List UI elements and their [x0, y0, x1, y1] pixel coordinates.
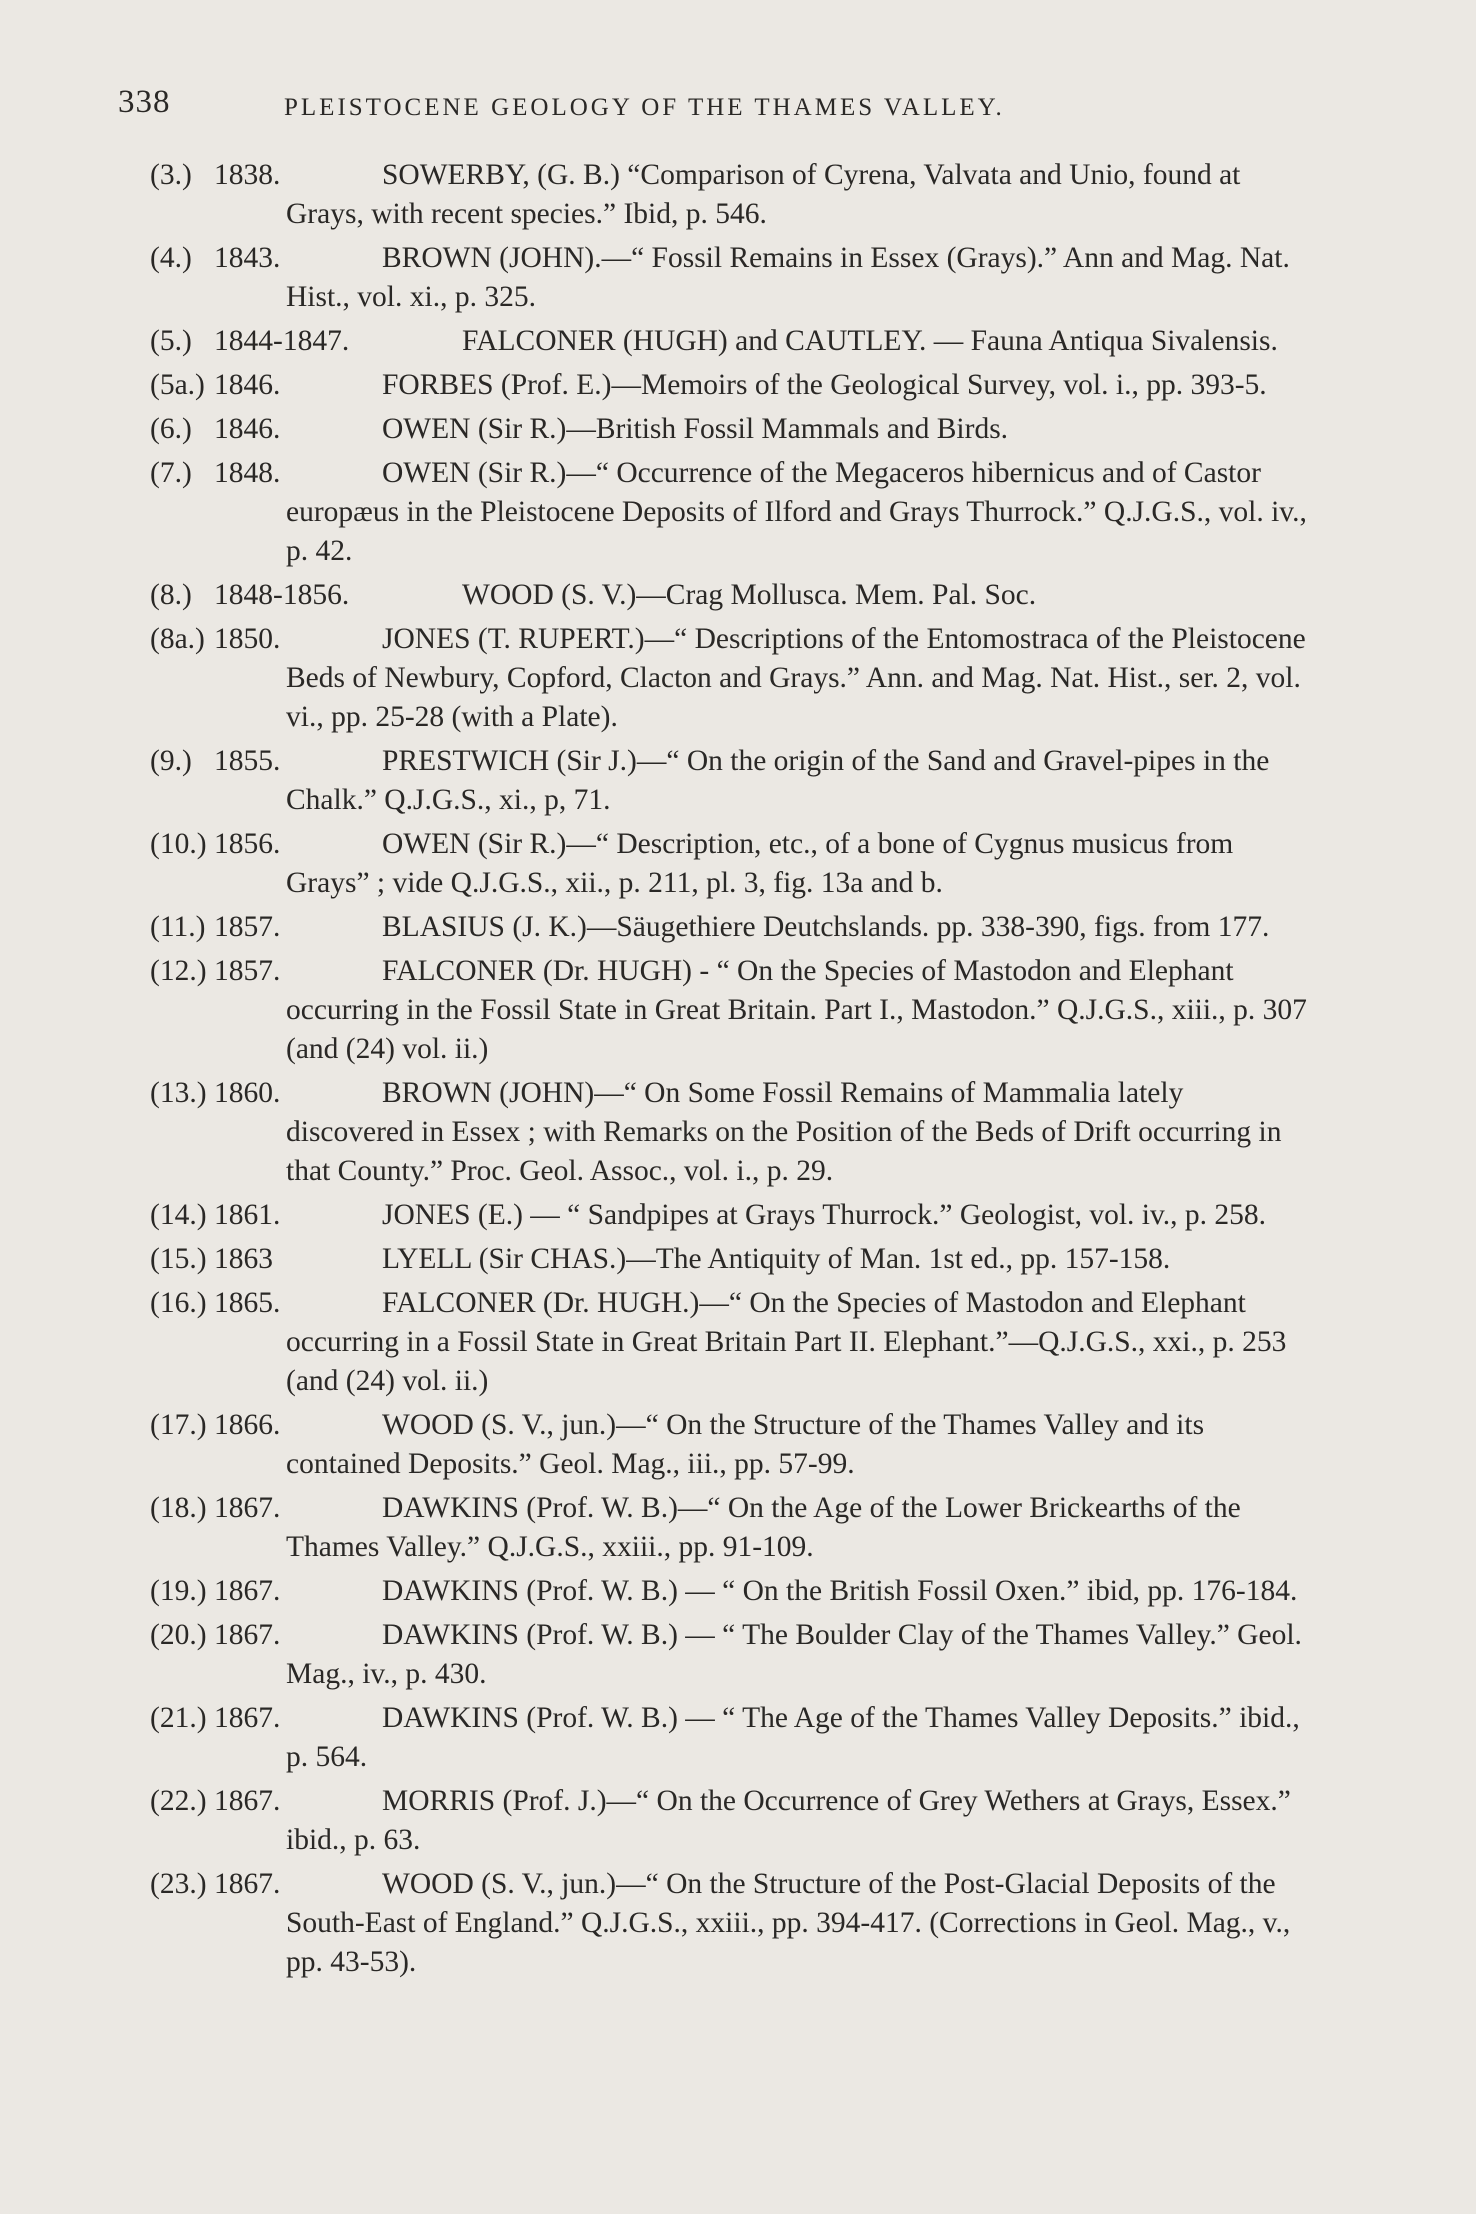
reference-number: (9.) — [150, 745, 192, 777]
reference-number: (10.) — [150, 828, 207, 860]
reference-entry — [150, 1616, 1310, 1694]
reference-entry — [150, 366, 1310, 405]
reference-year: 1848. — [214, 457, 281, 489]
reference-text: WOOD (S. V.)—Crag Mollusca. Mem. Pal. Soc. — [462, 579, 1037, 611]
reference-year: 1857. — [214, 911, 281, 943]
reference-text: DAWKINS (Prof. W. B.) — “ The Boulder Clay of the Thames Valley.” Geol. Mag., iv., p. 430. — [286, 1619, 1302, 1690]
reference-text: FALCONER (Dr. HUGH) - “ On the Species of Mastodon and Elephant occurring in the Fossil State in Great Britain. Part I., Mastodon.” Q.J.G.S., xiii., p. 307 (and (24) vol. ii.) — [286, 955, 1307, 1065]
reference-year: 1843. — [214, 242, 281, 274]
reference-entry — [150, 742, 1310, 820]
reference-year: 1867. — [214, 1575, 281, 1607]
reference-entry — [150, 1406, 1310, 1484]
reference-year: 1857. — [214, 955, 281, 987]
reference-number: (17.) — [150, 1409, 207, 1441]
reference-entry — [150, 1865, 1310, 1982]
reference-text: JONES (E.) — “ Sandpipes at Grays Thurrock.” Geologist, vol. iv., p. 258. — [382, 1199, 1267, 1231]
reference-text: DAWKINS (Prof. W. B.)—“ On the Age of the Lower Brickearths of the Thames Valley.” Q.J.G.S., xxiii., pp. 91-109. — [286, 1492, 1241, 1563]
reference-year: 1855. — [214, 745, 281, 777]
page-number: 338 — [118, 84, 171, 120]
reference-year: 1867. — [214, 1702, 281, 1734]
reference-year: 1867. — [214, 1619, 281, 1651]
reference-number: (3.) — [150, 159, 192, 191]
reference-number: (5.) — [150, 325, 192, 357]
reference-text: LYELL (Sir CHAS.)—The Antiquity of Man. 1st ed., pp. 157-158. — [382, 1243, 1171, 1275]
reference-year: 1861. — [214, 1199, 281, 1231]
reference-entry — [150, 908, 1310, 947]
page-header — [118, 84, 1178, 134]
reference-text: WOOD (S. V., jun.)—“ On the Structure of the Post-Glacial Deposits of the South-East of England.” Q.J.G.S., xxiii., pp. 394-417. (Corrections in Geol. Mag., v., pp. 43-53). — [286, 1868, 1291, 1978]
reference-entry — [150, 1489, 1310, 1567]
reference-number: (6.) — [150, 413, 192, 445]
reference-entry — [150, 156, 1310, 234]
reference-text: BROWN (JOHN)—“ On Some Fossil Remains of Mammalia lately discovered in Essex ; with Remarks on the Position of the Beds of Drift occurring in that County.” Proc. Geol. Assoc., vol. i., p. 29. — [286, 1077, 1282, 1187]
reference-text: OWEN (Sir R.)—British Fossil Mammals and Birds. — [382, 413, 1009, 445]
reference-entry — [150, 952, 1310, 1069]
reference-year: 1846. — [214, 369, 281, 401]
reference-text: JONES (T. RUPERT.)—“ Descriptions of the Entomostraca of the Pleistocene Beds of Newbury, Copford, Clacton and Grays.” Ann. and Mag. Nat. Hist., ser. 2, vol. vi., pp. 25-28 (with a Plate). — [286, 623, 1306, 733]
reference-number: (8.) — [150, 579, 192, 611]
reference-number: (18.) — [150, 1492, 207, 1524]
reference-year: 1865. — [214, 1287, 281, 1319]
reference-entry — [150, 576, 1310, 615]
reference-entry — [150, 1196, 1310, 1235]
reference-number: (19.) — [150, 1575, 207, 1607]
reference-entry — [150, 239, 1310, 317]
reference-year: 1863 — [214, 1243, 273, 1275]
reference-entry — [150, 1699, 1310, 1777]
reference-number: (21.) — [150, 1702, 207, 1734]
reference-number: (5a.) — [150, 369, 205, 401]
reference-number: (13.) — [150, 1077, 207, 1109]
reference-year: 1867. — [214, 1492, 281, 1524]
reference-entry — [150, 1572, 1310, 1611]
reference-number: (8a.) — [150, 623, 205, 655]
reference-year: 1867. — [214, 1868, 281, 1900]
reference-year: 1856. — [214, 828, 281, 860]
reference-entry — [150, 410, 1310, 449]
reference-text: DAWKINS (Prof. W. B.) — “ The Age of the Thames Valley Deposits.” ibid., p. 564. — [286, 1702, 1300, 1773]
reference-text: BROWN (JOHN).—“ Fossil Remains in Essex (Grays).” Ann and Mag. Nat. Hist., vol. xi., p. 325. — [286, 242, 1290, 313]
reference-entry — [150, 1074, 1310, 1191]
reference-entry — [150, 1284, 1310, 1401]
reference-number: (22.) — [150, 1785, 207, 1817]
reference-text: SOWERBY, (G. B.) “Comparison of Cyrena, Valvata and Unio, found at Grays, with recent species.” Ibid, p. 546. — [286, 159, 1241, 230]
reference-text: DAWKINS (Prof. W. B.) — “ On the British Fossil Oxen.” ibid, pp. 176-184. — [382, 1575, 1298, 1607]
reference-number: (7.) — [150, 457, 192, 489]
reference-number: (20.) — [150, 1619, 207, 1651]
reference-number: (12.) — [150, 955, 207, 987]
reference-entry — [150, 825, 1310, 903]
reference-text: FALCONER (Dr. HUGH.)—“ On the Species of Mastodon and Elephant occurring in a Fossil State in Great Britain Part II. Elephant.”—Q.J.G.S., xxi., p. 253 (and (24) vol. ii.) — [286, 1287, 1287, 1397]
reference-number: (15.) — [150, 1243, 207, 1275]
reference-text: OWEN (Sir R.)—“ Description, etc., of a bone of Cygnus musicus from Grays” ; vide Q.J.G.S., xii., p. 211, pl. 3, fig. 13a and b. — [286, 828, 1234, 899]
running-head: PLEISTOCENE GEOLOGY OF THE THAMES VALLEY. — [284, 94, 1005, 121]
reference-number: (23.) — [150, 1868, 207, 1900]
reference-entry — [150, 322, 1310, 361]
reference-year: 1844-1847. — [214, 325, 350, 357]
reference-year: 1866. — [214, 1409, 281, 1441]
reference-number: (14.) — [150, 1199, 207, 1231]
reference-entry — [150, 454, 1310, 571]
reference-entry — [150, 620, 1310, 737]
reference-year: 1848-1856. — [214, 579, 350, 611]
reference-text: BLASIUS (J. K.)—Säugethiere Deutchslands. pp. 338-390, figs. from 177. — [382, 911, 1270, 943]
reference-entry — [150, 1240, 1310, 1279]
reference-number: (4.) — [150, 242, 192, 274]
reference-text: FALCONER (HUGH) and CAUTLEY. — Fauna Antiqua Sivalensis. — [462, 325, 1278, 357]
reference-number: (16.) — [150, 1287, 207, 1319]
reference-entry — [150, 1782, 1310, 1860]
reference-year: 1860. — [214, 1077, 281, 1109]
reference-list — [150, 156, 1310, 1987]
reference-year: 1838. — [214, 159, 281, 191]
reference-year: 1846. — [214, 413, 281, 445]
reference-text: FORBES (Prof. E.)—Memoirs of the Geological Survey, vol. i., pp. 393-5. — [382, 369, 1267, 401]
reference-text: MORRIS (Prof. J.)—“ On the Occurrence of Grey Wethers at Grays, Essex.” ibid., p. 63. — [286, 1785, 1291, 1856]
reference-number: (11.) — [150, 911, 206, 943]
reference-text: PRESTWICH (Sir J.)—“ On the origin of the Sand and Gravel-pipes in the Chalk.” Q.J.G.S., xi., p, 71. — [286, 745, 1270, 816]
reference-text: OWEN (Sir R.)—“ Occurrence of the Megaceros hibernicus and of Castor europæus in the Pleistocene Deposits of Ilford and Grays Thurrock.” Q.J.G.S., vol. iv., p. 42. — [286, 457, 1307, 567]
reference-text: WOOD (S. V., jun.)—“ On the Structure of the Thames Valley and its contained Deposits.” Geol. Mag., iii., pp. 57-99. — [286, 1409, 1205, 1480]
reference-year: 1867. — [214, 1785, 281, 1817]
reference-year: 1850. — [214, 623, 281, 655]
